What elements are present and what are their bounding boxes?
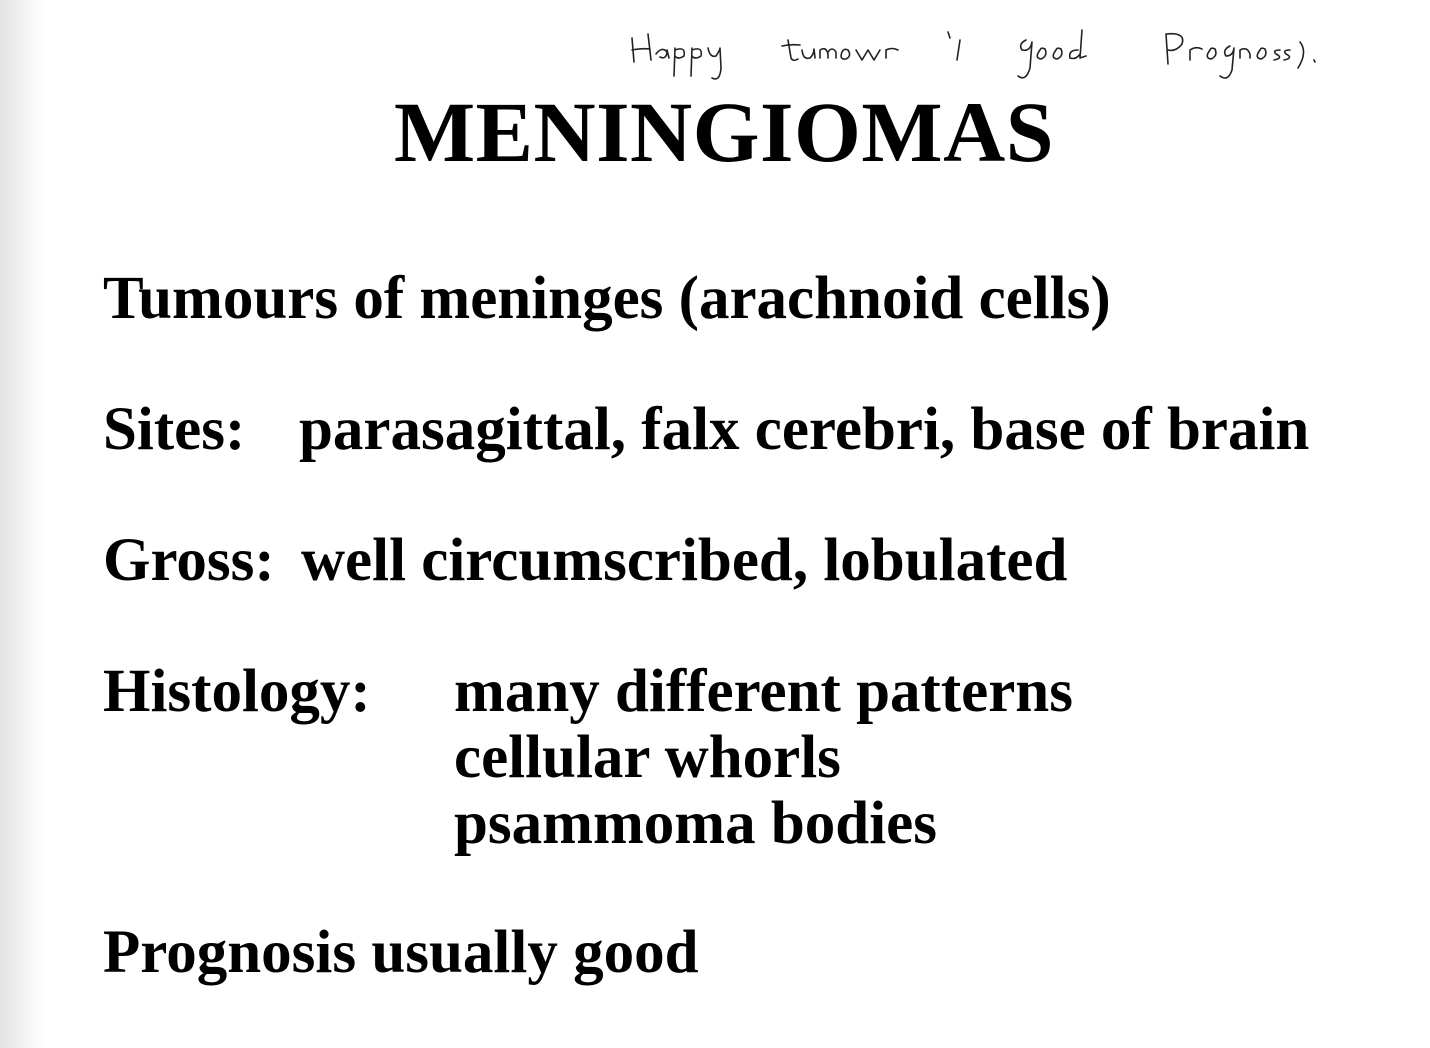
- sites-value: parasagittal, falx cerebri, base of brain: [299, 396, 1310, 463]
- gross-label: Gross:: [103, 527, 275, 594]
- page-title: MENINGIOMAS: [393, 84, 1055, 180]
- prognosis-line: Prognosis usually good: [103, 919, 699, 986]
- sites-line: [103, 396, 1310, 463]
- gross-line: [103, 527, 1068, 594]
- histology-item: cellular whorls: [454, 724, 841, 791]
- histology-item: psammoma bodies: [454, 790, 937, 857]
- histology-label: Histology:: [103, 658, 371, 725]
- sites-label: Sites:: [103, 396, 246, 463]
- definition-line: Tumours of meninges (arachnoid cells): [103, 265, 1111, 332]
- histology-item: many different patterns: [454, 658, 1073, 725]
- gross-value: well circumscribed, lobulated: [301, 527, 1068, 594]
